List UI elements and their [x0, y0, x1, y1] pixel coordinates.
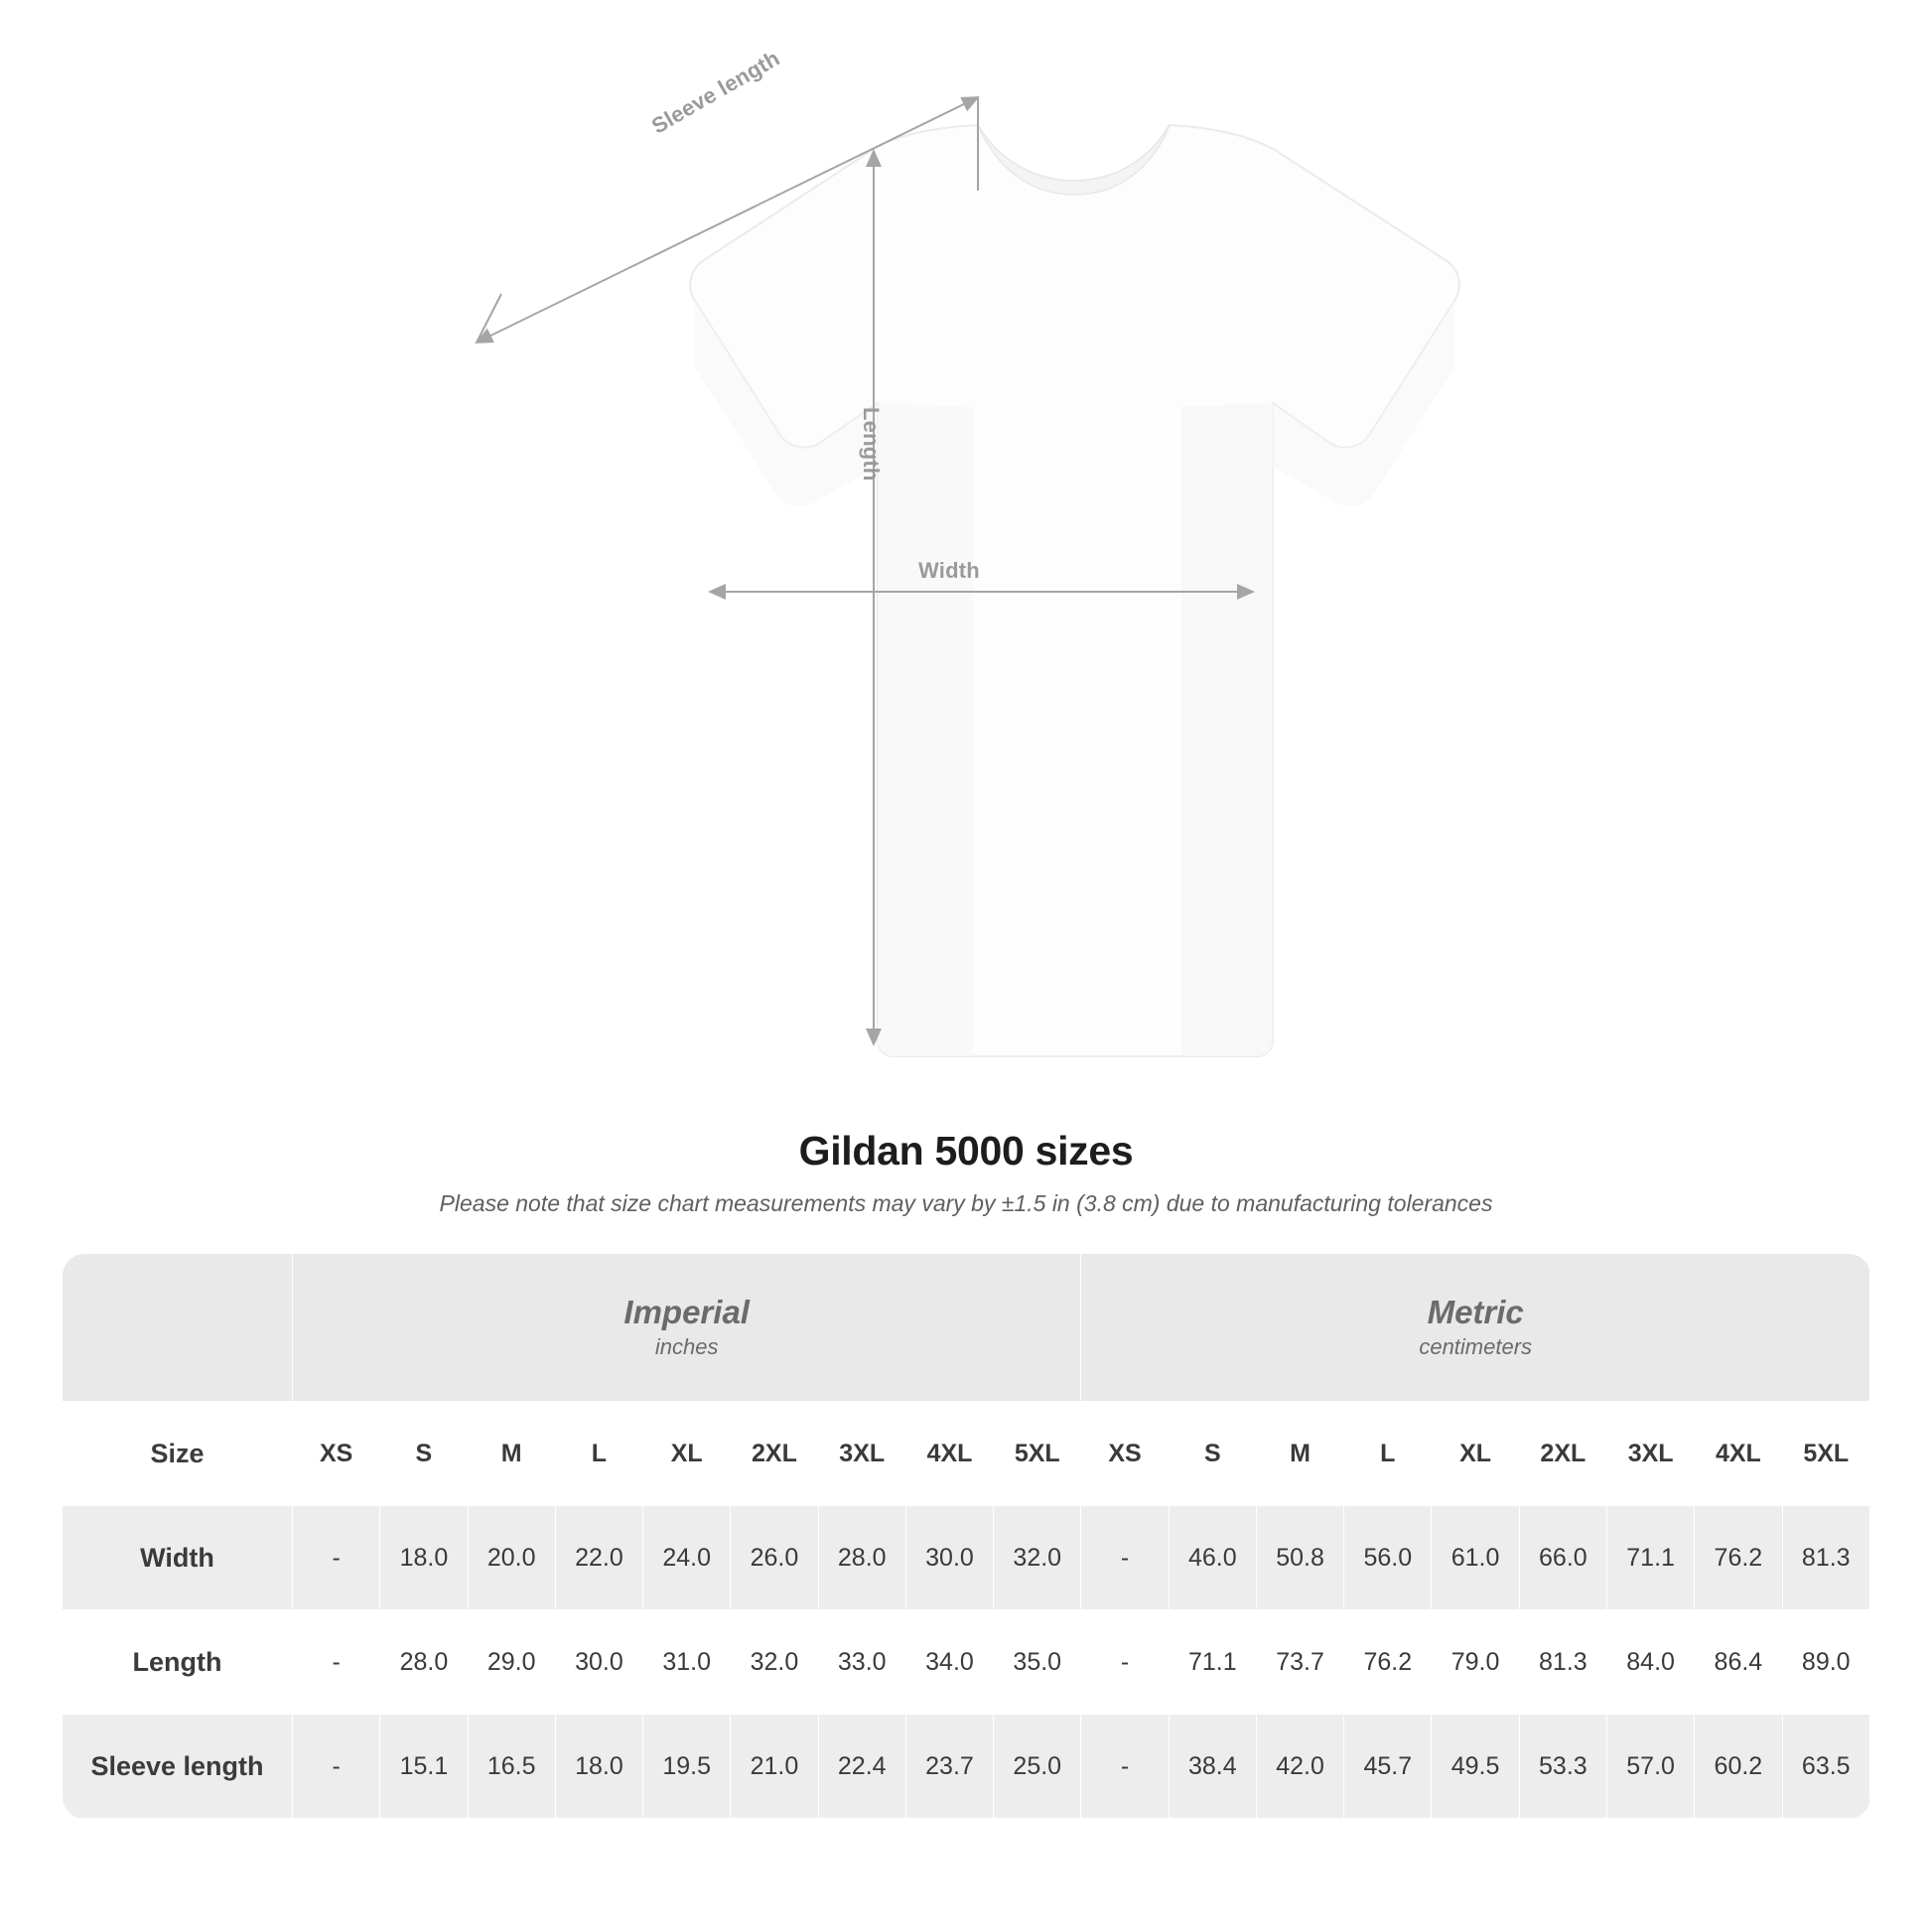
cell-length-imperial-xs: -	[293, 1610, 380, 1715]
cell-length-imperial-xl: 31.0	[643, 1610, 731, 1715]
sleeve-tick-left	[477, 294, 501, 343]
cell-sleeve-imperial-s: 15.1	[380, 1715, 468, 1819]
cell-sleeve-metric-3xl: 57.0	[1606, 1715, 1694, 1819]
size-col-imperial-m: M	[468, 1402, 555, 1506]
size-col-metric-xs: XS	[1081, 1402, 1169, 1506]
unit-group-imperial-sub: inches	[654, 1334, 719, 1360]
cell-length-imperial-3xl: 33.0	[818, 1610, 905, 1715]
cell-width-imperial-m: 20.0	[468, 1506, 555, 1610]
cell-width-metric-4xl: 76.2	[1695, 1506, 1782, 1610]
cell-sleeve-imperial-m: 16.5	[468, 1715, 555, 1819]
table-row	[63, 1506, 1870, 1610]
cell-sleeve-imperial-xs: -	[293, 1715, 380, 1819]
size-col-metric-m: M	[1256, 1402, 1343, 1506]
cell-width-metric-xl: 61.0	[1432, 1506, 1519, 1610]
size-table	[62, 1253, 1870, 1819]
unit-header-row	[63, 1254, 1870, 1402]
cell-sleeve-metric-xl: 49.5	[1432, 1715, 1519, 1819]
cell-length-metric-3xl: 84.0	[1606, 1610, 1694, 1715]
cell-length-metric-5xl: 89.0	[1782, 1610, 1869, 1715]
cell-sleeve-metric-m: 42.0	[1256, 1715, 1343, 1819]
row-label-length: Length	[63, 1610, 293, 1715]
size-col-metric-3xl: 3XL	[1606, 1402, 1694, 1506]
cell-length-metric-l: 76.2	[1344, 1610, 1432, 1715]
cell-sleeve-imperial-xl: 19.5	[643, 1715, 731, 1819]
cell-width-metric-xs: -	[1081, 1506, 1169, 1610]
cell-length-metric-s: 71.1	[1169, 1610, 1256, 1715]
unit-row-spacer	[63, 1254, 293, 1402]
cell-width-metric-s: 46.0	[1169, 1506, 1256, 1610]
cell-length-metric-xl: 79.0	[1432, 1610, 1519, 1715]
unit-group-imperial	[293, 1254, 1081, 1402]
sleeve-length-label: Sleeve length	[647, 45, 784, 139]
cell-width-imperial-3xl: 28.0	[818, 1506, 905, 1610]
cell-length-imperial-2xl: 32.0	[731, 1610, 818, 1715]
row-label-sleeve-length: Sleeve length	[63, 1715, 293, 1819]
size-col-imperial-s: S	[380, 1402, 468, 1506]
size-col-imperial-4xl: 4XL	[905, 1402, 993, 1506]
width-label: Width	[918, 558, 980, 583]
cell-width-metric-3xl: 71.1	[1606, 1506, 1694, 1610]
cell-width-imperial-xl: 24.0	[643, 1506, 731, 1610]
cell-width-metric-5xl: 81.3	[1782, 1506, 1869, 1610]
unit-group-metric-sub: centimeters	[1419, 1334, 1533, 1360]
size-col-metric-4xl: 4XL	[1695, 1402, 1782, 1506]
cell-width-imperial-5xl: 32.0	[994, 1506, 1081, 1610]
table-row	[63, 1715, 1870, 1819]
size-col-imperial-5xl: 5XL	[994, 1402, 1081, 1506]
cell-width-imperial-2xl: 26.0	[731, 1506, 818, 1610]
cell-sleeve-metric-5xl: 63.5	[1782, 1715, 1869, 1819]
cell-sleeve-metric-4xl: 60.2	[1695, 1715, 1782, 1819]
cell-width-imperial-xs: -	[293, 1506, 380, 1610]
size-col-imperial-xl: XL	[643, 1402, 731, 1506]
size-table-wrapper	[62, 1253, 1870, 1819]
cell-length-imperial-s: 28.0	[380, 1610, 468, 1715]
cell-length-metric-4xl: 86.4	[1695, 1610, 1782, 1715]
row-label-width: Width	[63, 1506, 293, 1610]
cell-width-metric-l: 56.0	[1344, 1506, 1432, 1610]
size-col-metric-l: L	[1344, 1402, 1432, 1506]
page-title: Gildan 5000 sizes	[798, 1128, 1134, 1173]
cell-length-imperial-5xl: 35.0	[994, 1610, 1081, 1715]
cell-width-imperial-s: 18.0	[380, 1506, 468, 1610]
unit-group-metric-title: Metric	[1427, 1293, 1524, 1330]
size-header-row	[63, 1402, 1870, 1506]
cell-sleeve-imperial-5xl: 25.0	[994, 1715, 1081, 1819]
cell-sleeve-imperial-3xl: 22.4	[818, 1715, 905, 1819]
cell-sleeve-imperial-2xl: 21.0	[731, 1715, 818, 1819]
size-col-metric-5xl: 5XL	[1782, 1402, 1869, 1506]
unit-group-imperial-title: Imperial	[623, 1293, 750, 1330]
size-col-imperial-3xl: 3XL	[818, 1402, 905, 1506]
size-col-imperial-2xl: 2XL	[731, 1402, 818, 1506]
cell-sleeve-imperial-4xl: 23.7	[905, 1715, 993, 1819]
cell-width-imperial-l: 22.0	[555, 1506, 642, 1610]
cell-sleeve-metric-s: 38.4	[1169, 1715, 1256, 1819]
cell-width-metric-2xl: 66.0	[1519, 1506, 1606, 1610]
cell-length-metric-m: 73.7	[1256, 1610, 1343, 1715]
size-col-metric-2xl: 2XL	[1519, 1402, 1606, 1506]
tolerance-note: Please note that size chart measurements may vary by ±1.5 in (3.8 cm) due to manufacturing tolerances	[439, 1190, 1493, 1216]
cell-width-metric-m: 50.8	[1256, 1506, 1343, 1610]
length-label: Length	[859, 407, 884, 482]
cell-sleeve-imperial-l: 18.0	[555, 1715, 642, 1819]
size-col-metric-s: S	[1169, 1402, 1256, 1506]
cell-width-imperial-4xl: 30.0	[905, 1506, 993, 1610]
cell-length-imperial-m: 29.0	[468, 1610, 555, 1715]
table-row	[63, 1610, 1870, 1715]
cell-length-imperial-4xl: 34.0	[905, 1610, 993, 1715]
title-block	[0, 1128, 1932, 1217]
cell-sleeve-metric-2xl: 53.3	[1519, 1715, 1606, 1819]
size-col-metric-xl: XL	[1432, 1402, 1519, 1506]
cell-length-metric-xs: -	[1081, 1610, 1169, 1715]
cell-sleeve-metric-l: 45.7	[1344, 1715, 1432, 1819]
cell-sleeve-metric-xs: -	[1081, 1715, 1169, 1819]
cell-length-imperial-l: 30.0	[555, 1610, 642, 1715]
unit-group-metric	[1081, 1254, 1870, 1402]
size-col-imperial-xs: XS	[293, 1402, 380, 1506]
size-header-label: Size	[63, 1402, 293, 1506]
size-col-imperial-l: L	[555, 1402, 642, 1506]
cell-length-metric-2xl: 81.3	[1519, 1610, 1606, 1715]
